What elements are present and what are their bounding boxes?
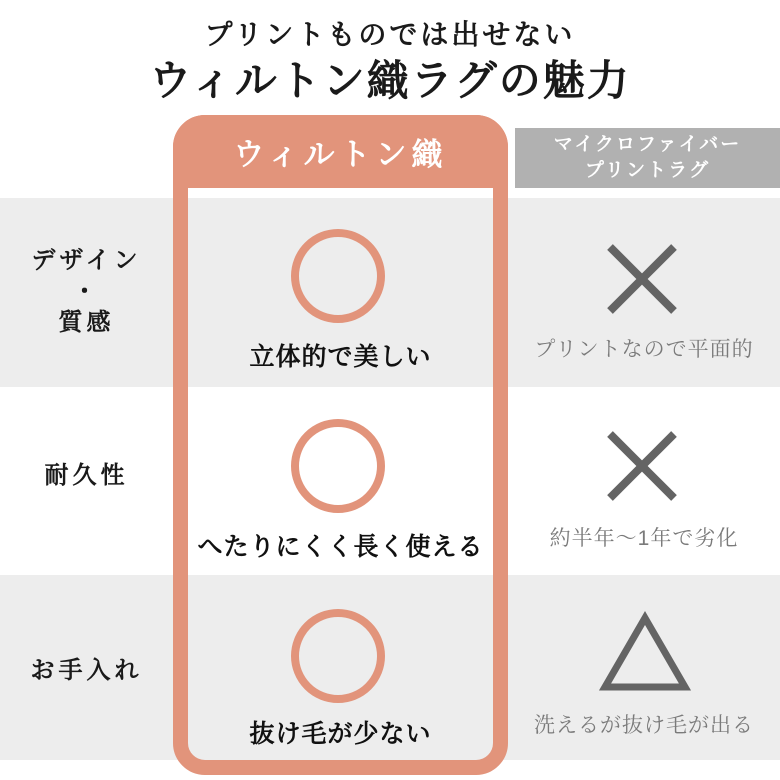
circle-icon — [291, 229, 385, 323]
microfiber-header-line1: マイクロファイバー — [553, 134, 742, 156]
microfiber-cell-care-text: 洗えるが抜け毛が出る — [534, 714, 754, 737]
row-label-design-line1: デザイン — [31, 247, 142, 274]
row-label-durability — [0, 460, 173, 491]
title-subtitle: プリントものでは出せない — [204, 19, 576, 50]
column-header-microfiber — [515, 128, 780, 188]
circle-icon — [291, 609, 385, 703]
wilton-cell-design-text: 立体的で美しい — [249, 343, 432, 371]
page-title: ウィルトン織ラグの魅力 — [149, 57, 631, 104]
wilton-cell-durability-text: へたりにくく長く使える — [197, 533, 484, 561]
circle-icon — [291, 419, 385, 513]
microfiber-cell-durability-text: 約半年〜1年で劣化 — [549, 527, 739, 550]
wilton-cell-care-text: 抜け毛が少ない — [249, 720, 432, 748]
row-label-care-line1: お手入れ — [30, 657, 143, 684]
microfiber-header-line2: プリントラグ — [584, 160, 711, 181]
column-header-wilton: ウィルトン織 — [173, 115, 508, 188]
microfiber-cell-design-text: プリントなので平面的 — [534, 338, 754, 361]
row-label-design-line3: 質感 — [58, 309, 115, 337]
cross-icon — [604, 241, 680, 322]
row-label-care — [0, 655, 173, 686]
row-label-durability-line1: 耐久性 — [44, 462, 129, 489]
cross-icon — [604, 428, 680, 509]
row-label-design-line2: ・ — [72, 278, 101, 306]
row-label-design — [0, 245, 173, 339]
triangle-icon — [599, 611, 691, 698]
